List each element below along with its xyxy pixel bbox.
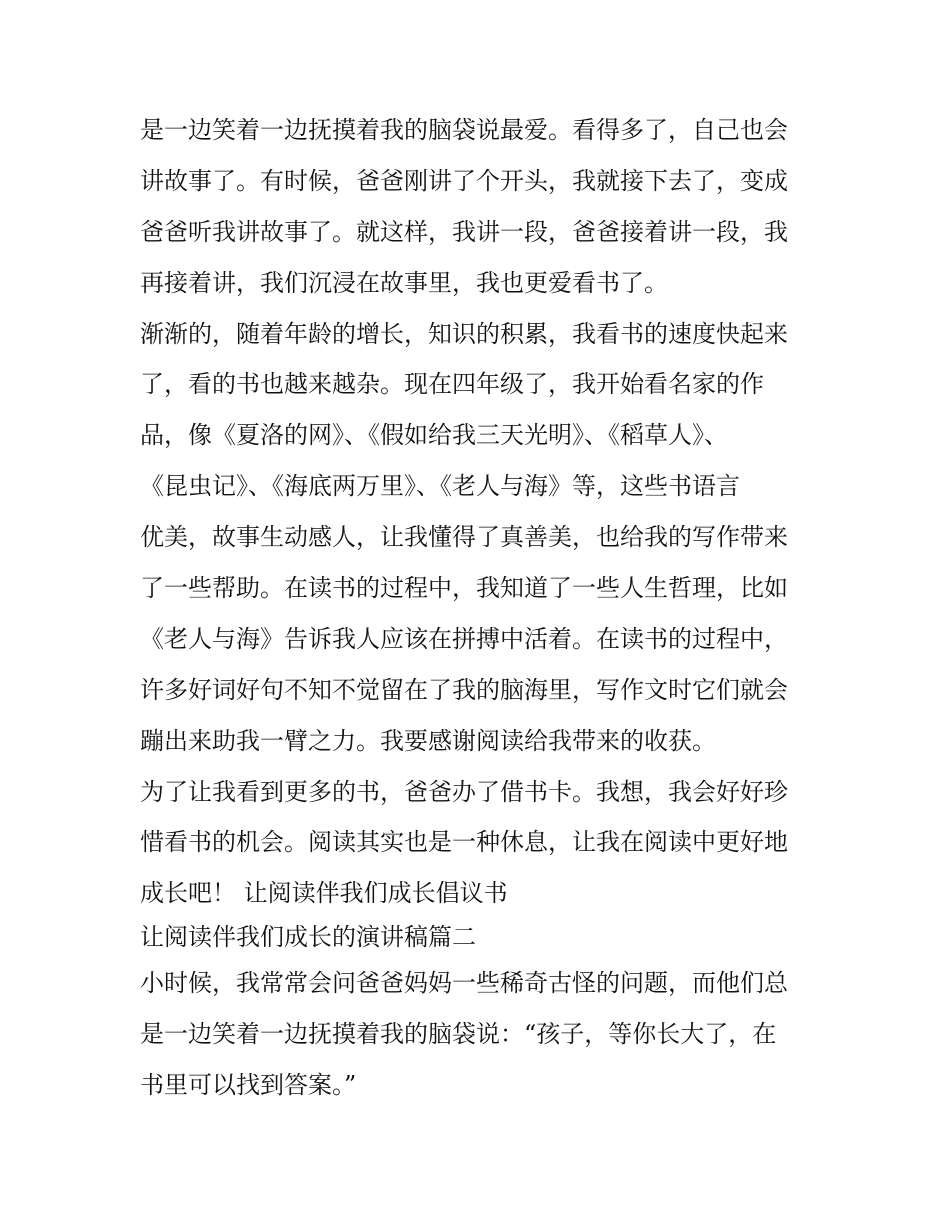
text-line: 讲故事了。有时候，爸爸刚讲了个开头，我就接下去了，变成	[140, 166, 788, 195]
section-heading: 让阅读伴我们成长的演讲稿篇二	[140, 923, 476, 952]
text-line: 为了让我看到更多的书，爸爸办了借书卡。我想，我会好好珍	[140, 777, 788, 806]
text-line: 惜看书的机会。阅读其实也是一种休息，让我在阅读中更好地	[140, 828, 788, 857]
text-line: 小时候，我常常会问爸爸妈妈一些稀奇古怪的问题，而他们总	[140, 969, 788, 998]
text-line: 品，像《夏洛的网》、《假如给我三天光明》、《稻草人》、	[140, 421, 728, 450]
text-line: 渐渐的，随着年龄的增长，知识的积累，我看书的速度快起来	[140, 319, 788, 348]
text-line: 《昆虫记》、《海底两万里》、《老人与海》等，这些书语言	[140, 472, 740, 501]
text-line: 爸爸听我讲故事了。就这样，我讲一段，爸爸接着讲一段，我	[140, 217, 788, 246]
text-line: 了，看的书也越来越杂。现在四年级了，我开始看名家的作	[140, 370, 764, 399]
document-body	[140, 108, 830, 1114]
text-line: 许多好词好句不知不觉留在了我的脑海里，写作文时它们就会	[140, 675, 788, 704]
text-line: 是一边笑着一边抚摸着我的脑袋说：“孩子，等你长大了，在	[140, 1020, 777, 1049]
text-line: 了一些帮助。在读书的过程中，我知道了一些人生哲理，比如	[140, 574, 788, 603]
text-line: 蹦出来助我一臂之力。我要感谢阅读给我带来的收获。	[140, 726, 716, 755]
text-line: 是一边笑着一边抚摸着我的脑袋说最爱。看得多了，自己也会	[140, 116, 788, 144]
text-line: 再接着讲，我们沉浸在故事里，我也更爱看书了。	[140, 268, 668, 297]
text-line: 优美，故事生动感人，让我懂得了真善美，也给我的写作带来	[140, 523, 788, 552]
text-line: 《老人与海》告诉我人应该在拼搏中活着。在读书的过程中，	[140, 624, 788, 653]
text-line: 成长吧！ 让阅读伴我们成长倡议书	[140, 879, 508, 908]
text-line: 书里可以找到答案。”	[140, 1071, 357, 1100]
